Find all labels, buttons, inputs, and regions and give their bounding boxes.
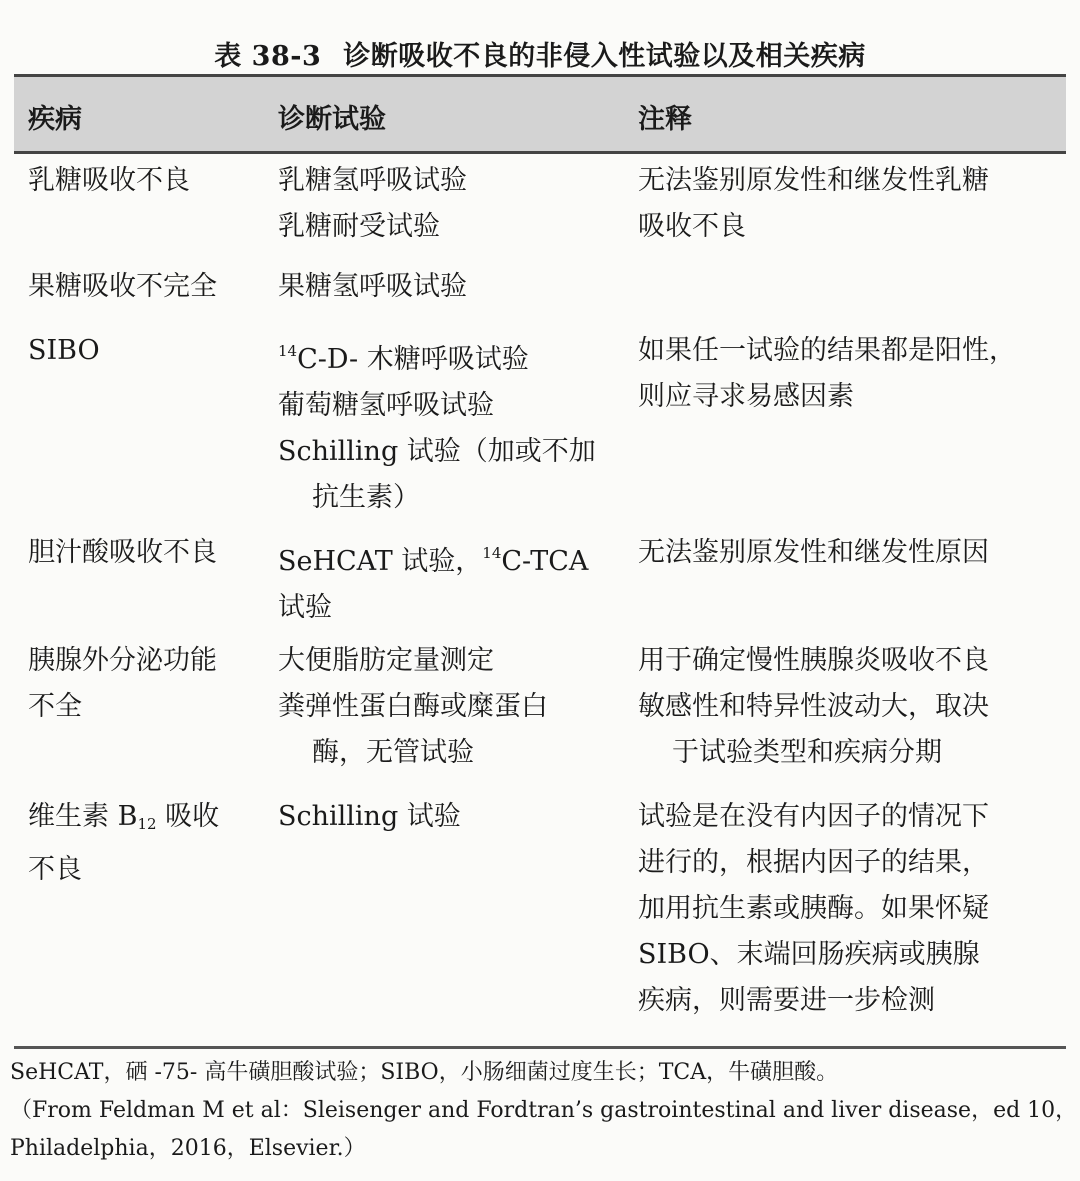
test-text-part: C-D- 木糖呼吸试验 [297, 344, 529, 375]
disease-cell [28, 158, 268, 204]
test-text-part: C-TCA [501, 546, 589, 577]
table-row-bile-acid [14, 530, 1066, 638]
test-text: 乳糖氢呼吸试验 [278, 165, 467, 196]
disease-text: 胆汁酸吸收不良 [28, 537, 217, 568]
test-text [278, 530, 623, 585]
notes-cell [638, 794, 1058, 1024]
disease-cell [28, 328, 268, 374]
notes-text: 加用抗生素或胰酶。如果怀疑 [638, 893, 989, 924]
disease-cell [28, 638, 268, 730]
test-text: 葡萄糖氢呼吸试验 [278, 390, 494, 421]
test-text: 酶，无管试验 [312, 737, 474, 768]
test-text: 大便脂肪定量测定 [278, 645, 494, 676]
disease-text: 乳糖吸收不良 [28, 165, 190, 196]
header-disease: 疾病 [28, 104, 82, 135]
test-text: 果糖氢呼吸试验 [278, 271, 467, 302]
test-text-part: SeHCAT 试验， [278, 546, 483, 577]
footnote-source: （From Feldman M et al：Sleisenger and Fordtran’s gastrointestinal and liver disease，ed 10， [10, 1098, 1078, 1123]
notes-text: 疾病，则需要进一步检测 [638, 985, 935, 1016]
header-test: 诊断试验 [278, 104, 386, 135]
notes-text: 试验是在没有内因子的情况下 [638, 801, 989, 832]
notes-cell [638, 530, 1058, 576]
notes-text: 吸收不良 [638, 211, 746, 242]
table-caption: 诊断吸收不良的非侵入性试验以及相关疾病 [343, 41, 866, 72]
table-row-pancreas [14, 638, 1066, 794]
notes-text: 敏感性和特异性波动大，取决 [638, 691, 989, 722]
table-title [0, 34, 1080, 73]
disease-text-part: 维生素 B [28, 801, 138, 832]
notes-text: 于试验类型和疾病分期 [672, 737, 942, 768]
test-text: Schilling 试验 [278, 801, 461, 832]
vitamin-subscript: 12 [137, 815, 157, 833]
footnote-source: Philadelphia，2016，Elsevier.） [10, 1136, 366, 1161]
table-header [14, 74, 1066, 154]
footnote-abbreviations: SeHCAT，硒 -75- 高牛磺胆酸试验；SIBO，小肠细菌过度生长；TCA，牛磺胆酸。 [10, 1060, 839, 1085]
notes-cell [638, 638, 1058, 776]
disease-text: 果糖吸收不完全 [28, 271, 217, 302]
test-text: Schilling 试验（加或不加 [278, 436, 596, 467]
test-text [278, 328, 623, 383]
data-table [14, 74, 1066, 1034]
table-row-vitamin-b12 [14, 794, 1066, 1034]
notes-cell [638, 158, 1058, 250]
disease-text: 不全 [28, 691, 82, 722]
notes-text: 用于确定慢性胰腺炎吸收不良 [638, 645, 989, 676]
test-cell [278, 328, 623, 521]
test-cell [278, 794, 623, 840]
table-bottom-rule [14, 1046, 1066, 1049]
notes-text: 则应寻求易感因素 [638, 381, 854, 412]
test-text: 乳糖耐受试验 [278, 211, 440, 242]
table-row-sibo [14, 328, 1066, 530]
table-row-fructose [14, 264, 1066, 328]
disease-cell [28, 530, 268, 576]
header-notes: 注释 [638, 104, 692, 135]
isotope-superscript: 14 [278, 342, 298, 360]
test-cell [278, 264, 623, 310]
disease-text: 胰腺外分泌功能 [28, 645, 217, 676]
disease-text: SIBO [28, 335, 100, 366]
isotope-superscript: 14 [482, 544, 502, 562]
table-footnotes [10, 1054, 1078, 1168]
disease-text-part: 吸收 [156, 801, 220, 832]
notes-text: 无法鉴别原发性和继发性乳糖 [638, 165, 989, 196]
notes-cell [638, 328, 1058, 420]
test-text: 粪弹性蛋白酶或糜蛋白 [278, 691, 548, 722]
disease-text: 不良 [28, 854, 82, 885]
test-cell [278, 158, 623, 250]
test-cell [278, 530, 623, 631]
table-row-lactose [14, 158, 1066, 264]
disease-cell [28, 264, 268, 310]
notes-text: 进行的，根据内因子的结果， [638, 847, 989, 878]
test-cell [278, 638, 623, 776]
disease-text [28, 794, 268, 847]
table-number: 表 38-3 [214, 41, 322, 72]
test-text: 试验 [278, 592, 332, 623]
notes-text: 无法鉴别原发性和继发性原因 [638, 537, 989, 568]
notes-text: SIBO、末端回肠疾病或胰腺 [638, 939, 980, 970]
disease-cell [28, 794, 268, 893]
test-text: 抗生素） [312, 482, 420, 513]
notes-text: 如果任一试验的结果都是阳性， [638, 335, 1016, 366]
